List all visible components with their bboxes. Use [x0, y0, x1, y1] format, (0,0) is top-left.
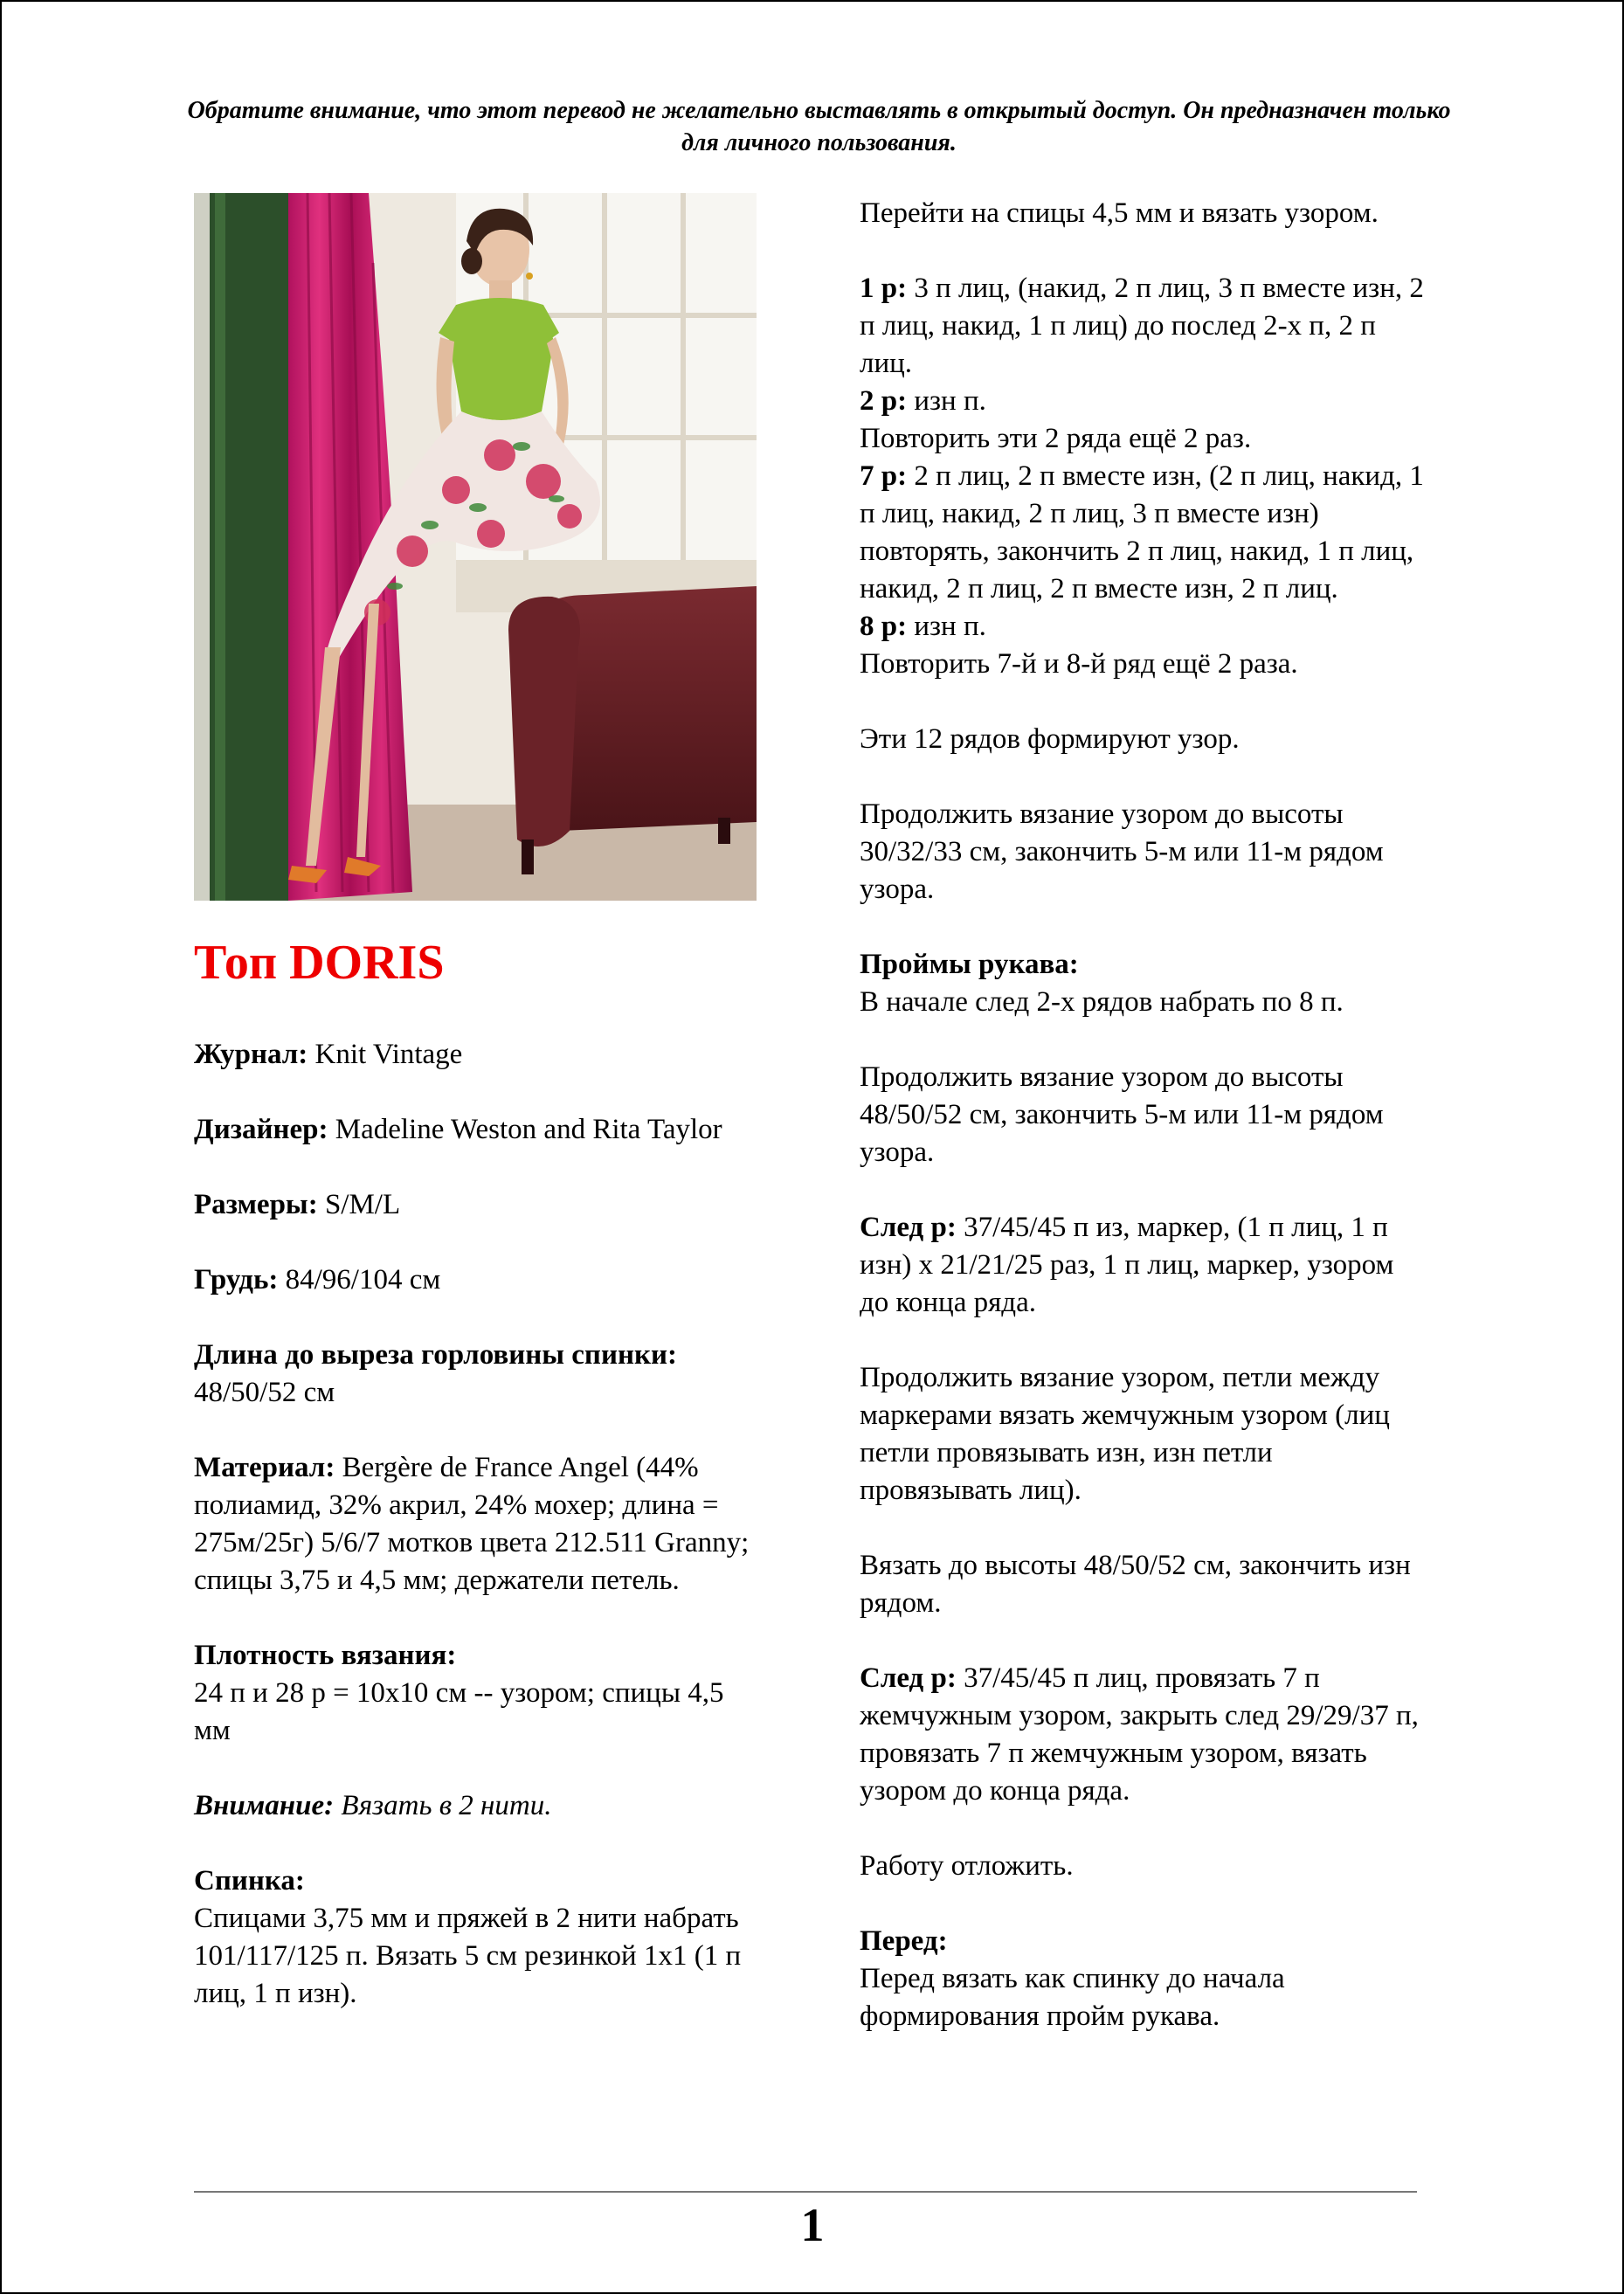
- continue2-text: Продолжить вязание узором до высоты 48/50/52 см, закончить 5-м или 11-м рядом узора.: [860, 1061, 1384, 1168]
- magazine-label: Журнал:: [194, 1039, 308, 1070]
- row2-line: [860, 383, 1427, 420]
- row1-text: 3 п лиц, (накид, 2 п лиц, 3 п вместе изн, 2 п лиц, накид, 1 п лиц) до послед 2-х п, 2 п лиц.: [860, 273, 1424, 379]
- length-label: Длина до выреза горловины спинки:: [194, 1339, 677, 1371]
- notice-text: Обратите внимание, что этот перевод не желательно выставлять в открытый доступ. Он предназначен только для личного пользования.: [187, 97, 1451, 156]
- next2-label: След р:: [860, 1662, 957, 1694]
- designer-value: Madeline Weston and Rita Taylor: [328, 1114, 722, 1145]
- page-number: 1: [800, 2199, 825, 2251]
- row2-label: 2 р:: [860, 385, 908, 417]
- set-aside-text: Работу отложить.: [860, 1850, 1074, 1882]
- sizes-label: Размеры:: [194, 1189, 318, 1220]
- row7-text: 2 п лиц, 2 п вместе изн, (2 п лиц, накид, 1 п лиц, накид, 2 п лиц, 3 п вместе изн) повторять, закончить 2 п лиц, накид, 1 п лиц, накид, 2 п лиц, 2 п вместе изн, 2 п лиц.: [860, 460, 1424, 605]
- material-value: Bergère de France Angel (44% полиамид, 32% акрил, 24% мохер; длина = 275м/25г) 5/6/7 мотков цвета 212.511 Granny; спицы 3,75 и 4,5 мм; держатели петель.: [194, 1452, 750, 1596]
- next2-line: [860, 1660, 1427, 1810]
- pattern-rows-text: Эти 12 рядов формируют узор.: [860, 723, 1240, 755]
- chest-value: 84/96/104 см: [278, 1264, 441, 1296]
- armholes-text: В начале след 2-х рядов набрать по 8 п.: [860, 986, 1344, 1018]
- right-column: [860, 195, 1427, 2035]
- continue1-text: Продолжить вязание узором до высоты 30/32/33 см, закончить 5-м или 11-м рядом узора.: [860, 798, 1384, 905]
- next1-line: [860, 1209, 1427, 1322]
- next1-text: 37/45/45 п из, маркер, (1 п лиц, 1 п изн) х 21/21/25 раз, 1 п лиц, маркер, узором до конца ряда.: [860, 1212, 1394, 1318]
- material-label: Материал:: [194, 1452, 335, 1483]
- gauge-value: 24 п и 28 р = 10х10 см -- узором; спицы 4,5 мм: [194, 1677, 724, 1746]
- back-section-heading: Спинка:: [194, 1865, 305, 1897]
- footer-divider: [194, 2191, 1417, 2193]
- row8-label: 8 р:: [860, 611, 908, 642]
- switch-needles-text: Перейти на спицы 4,5 мм и вязать узором.: [860, 197, 1379, 229]
- row8-text: изн п.: [907, 611, 986, 642]
- repeat1-text: Повторить эти 2 ряда ещё 2 раз.: [860, 423, 1252, 454]
- magazine-line: [194, 1036, 762, 1074]
- page-title: Топ DORIS: [194, 936, 445, 990]
- designer-label: Дизайнер:: [194, 1114, 328, 1145]
- attention-label: Внимание:: [194, 1790, 335, 1821]
- next2-text: 37/45/45 п лиц, провязать 7 п жемчужным узором, закрыть след 29/29/37 п, провязать 7 п жемчужным узором, вязать узором до конца ряда.: [860, 1662, 1419, 1807]
- attention-line: [194, 1787, 762, 1825]
- chest-label: Грудь:: [194, 1264, 279, 1296]
- armholes-heading: Проймы рукава:: [860, 949, 1079, 980]
- front-text: Перед вязать как спинку до начала формирования пройм рукава.: [860, 1963, 1285, 2032]
- magazine-value: Knit Vintage: [308, 1039, 463, 1070]
- gauge-label: Плотность вязания:: [194, 1640, 457, 1671]
- row2-text: изн п.: [907, 385, 986, 417]
- sizes-line: [194, 1186, 762, 1224]
- front-heading: Перед:: [860, 1925, 948, 1957]
- left-column: [194, 1036, 762, 2013]
- sizes-value: S/M/L: [317, 1189, 401, 1220]
- attention-value: Вязать в 2 нити.: [334, 1790, 552, 1821]
- repeat2-text: Повторить 7-й и 8-й ряд ещё 2 раза.: [860, 648, 1298, 680]
- row7-line: [860, 458, 1427, 608]
- row7-label: 7 р:: [860, 460, 908, 492]
- continue3-text: Продолжить вязание узором, петли между маркерами вязать жемчужным узором (лиц петли провязывать изн, изн петли провязывать лиц).: [860, 1362, 1390, 1506]
- material-line: [194, 1449, 762, 1600]
- knit-to-text: Вязать до высоты 48/50/52 см, закончить изн рядом.: [860, 1550, 1411, 1619]
- chest-line: [194, 1261, 762, 1299]
- length-value: 48/50/52 см: [194, 1377, 335, 1408]
- next1-label: След р:: [860, 1212, 957, 1243]
- model-photo: [194, 193, 757, 901]
- designer-line: [194, 1111, 762, 1149]
- row1-line: [860, 270, 1427, 383]
- back-section-text: Спицами 3,75 мм и пряжей в 2 нити набрать 101/117/125 п. Вязать 5 см резинкой 1х1 (1 п лиц, 1 п изн).: [194, 1903, 742, 2009]
- row8-line: [860, 608, 1427, 646]
- row1-label: 1 р:: [860, 273, 908, 304]
